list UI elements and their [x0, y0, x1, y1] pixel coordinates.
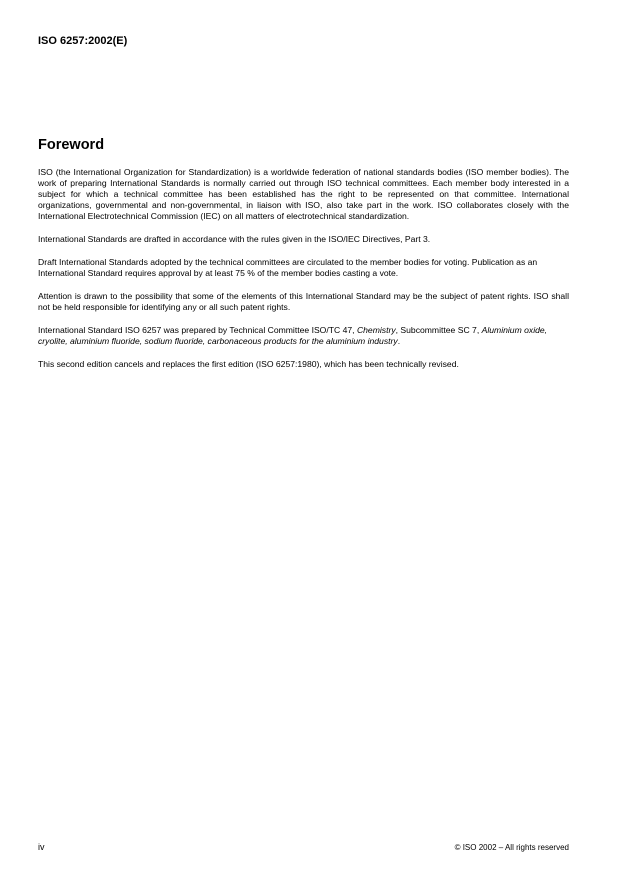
prepared-by-middle: , Subcommittee SC 7,	[395, 325, 482, 335]
paragraph-voting: Draft International Standards adopted by the technical committees are circulated to the member bodies for voting. Publication as an International Standard requires approval by at least 75 % of the member bodies casting a vote.	[38, 257, 538, 278]
paragraph-iso-intro: ISO (the International Organization for Standardization) is a worldwide federation of national standards bodies (ISO member bodies). The work of preparing International Standards is normally carried out through ISO technical committees. Each member body interested in a subject for which a technical committee has been established has the right to be represented on that committee. International organizations, governmental and non-governmental, in liaison with ISO, also take part in the work. ISO collaborates closely with the International Electrotechnical Commission (IEC) on all matters of electrotechnical standardization.	[38, 167, 569, 221]
prepared-by-suffix: .	[397, 336, 401, 346]
paragraph-prepared-by	[38, 325, 569, 347]
committee-name: Chemistry	[356, 325, 396, 335]
document-code: ISO 6257:2002(E)	[38, 35, 128, 47]
paragraph-patent: Attention is drawn to the possibility that some of the elements of this International Standard may be the subject of patent rights. ISO shall not be held responsible for identifying any or all such patent rights.	[38, 291, 569, 312]
subcommittee-name: Aluminium oxide, cryolite, aluminium fluoride, sodium fluoride, carbonaceous products for the aluminium industry	[38, 325, 548, 346]
page-number: iv	[38, 842, 45, 852]
page-title: Foreword	[38, 137, 105, 153]
paragraph-directives: International Standards are drafted in accordance with the rules given in the ISO/IEC Directives, Part 3.	[38, 234, 431, 244]
prepared-by-prefix: International Standard ISO 6257 was prepared by Technical Committee ISO/TC 47,	[38, 325, 357, 335]
page-footer	[38, 842, 569, 852]
paragraph-edition: This second edition cancels and replaces the first edition (ISO 6257:1980), which has been technically revised.	[38, 359, 459, 369]
copyright-notice: © ISO 2002 – All rights reserved	[454, 843, 569, 852]
foreword-body	[38, 167, 569, 382]
